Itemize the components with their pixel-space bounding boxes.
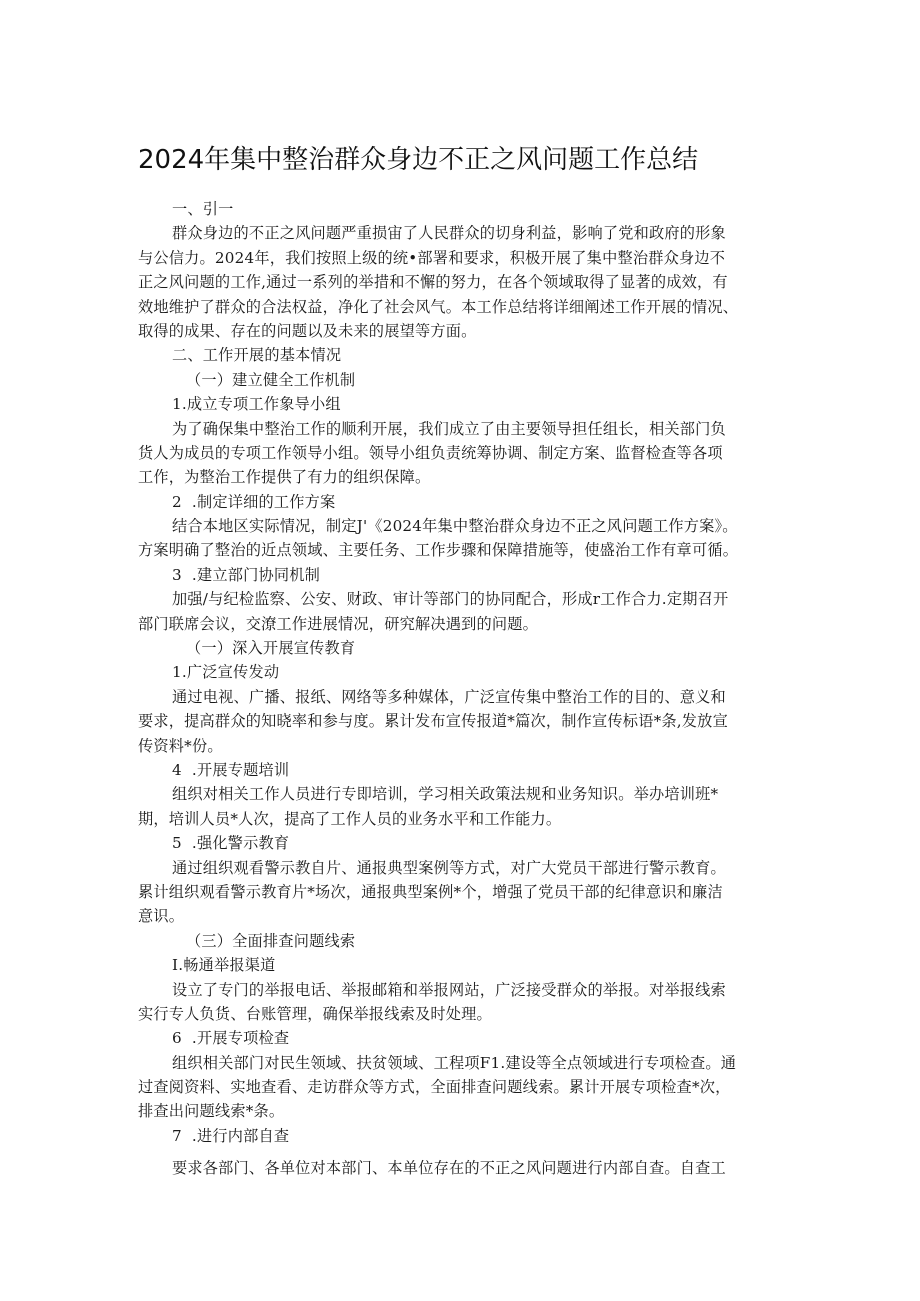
text-line: 1.成立专项工作象导小组: [172, 395, 341, 414]
text-line: 一、引一: [172, 200, 234, 218]
text-line: 4 .开展专题培训: [172, 760, 290, 779]
text-line: 设立了专门的举报电话、举报邮箱和举报网站，广泛接受群众的举报。对举报线索: [172, 980, 726, 999]
text-line: 7 .进行内部自查: [172, 1126, 290, 1145]
text-line: I.畅通举报渠道: [172, 956, 276, 975]
text-line: 通过组织观看警示教自片、通报典型案例等方式，对广大党员干部进行警示教育。: [172, 858, 726, 877]
text-line: 效地维护了群众的合法权益，净化了社会风气。本工作总结将详细阐述工作开展的情况、: [138, 297, 739, 316]
text-line: （三）全面排查问题线索: [186, 931, 356, 950]
text-line: 取得的成果、存在的问题以及未来的展望等方面。: [138, 321, 477, 340]
text-line: （一）建立健全工作机制: [186, 370, 356, 389]
text-line: 过查阅资料、实地查看、走访群众等方式，全面排查问题线索。累计开展专项检查*次，: [138, 1078, 731, 1097]
text-line: 1.广泛宣传发动: [172, 663, 280, 682]
text-line: （一）深入开展宣传教育: [186, 639, 356, 658]
text-line: 排查出问题线索*条。: [138, 1102, 285, 1121]
text-line: 货人为成员的专项工作领导小组。领导小组负责统筹协调、制定方案、监督检查等各项: [138, 443, 723, 462]
text-line: 要求各部门、各单位对本部门、本单位存在的不正之风问题进行内部自查。自查工: [172, 1159, 726, 1178]
document-title: 2024年集中整治群众身边不正之风问题工作总结: [138, 145, 699, 175]
text-line: 累计组织观看警示教育片*场次，通报典型案例*个，增强了党员干部的纪律意识和廉洁: [138, 882, 723, 901]
text-line: 传资料*份。: [138, 736, 223, 755]
text-line: 意识。: [138, 907, 185, 926]
text-line: 正之风问题的工作,通过一系列的举措和不懈的努力，在各个领域取得了显著的成效，有: [138, 273, 728, 292]
document-body: [138, 197, 788, 1181]
text-line: 为了确保集中整治工作的顺利开展，我们成立了由主要领导担任组长，相关部门负: [172, 419, 726, 438]
text-line: 5 .强化警示教育: [172, 834, 290, 853]
text-line: 3 .建立部门协同机制: [172, 565, 321, 584]
text-line: 2 .制定详细的工作方案: [172, 492, 336, 511]
text-line: 实行专人负货、台账管理，确保举报线索及时处理。: [138, 1004, 492, 1023]
text-line: 结合本地区实际情况，制定J'《2024年集中整治群众身边不正之风问题工作方案》。: [172, 517, 738, 536]
text-line: 加强/与纪检监察、公安、财政、审计等部门的协同配合，形成r工作合力.定期召开: [172, 590, 729, 609]
text-line: 通过电视、广播、报纸、网络等多种媒体，广泛宣传集中整治工作的目的、意义和: [172, 687, 726, 706]
text-line: 组织相关部门对民生领域、扶贫领域、工程项F1.建设等全点领域进行专项检查。通: [172, 1053, 737, 1072]
text-line: 要求，提高群众的知晓率和参与度。累计发布宣传报道*篇次，制作宣传标语*条,发放宣: [138, 712, 728, 731]
text-line: 与公信力。2024年，我们按照上级的统•部署和要求，积极开展了集中整治群众身边不: [138, 248, 726, 267]
text-line: 方案明确了整治的近点领域、主要任务、工作步骤和保障措施等，使盛治工作有章可循。: [138, 541, 739, 560]
text-line: 部门联席会议，交潦工作进展情况，研究解决遇到的问题。: [138, 614, 539, 633]
text-line: 6 .开展专项检查: [172, 1029, 290, 1048]
text-line: 群众身边的不正之风问题严重损宙了人民群众的切身利益，影响了党和政府的形象: [172, 224, 726, 243]
text-line: 期，培训人员*人次，提高了工作人员的业务水平和工作能力。: [138, 809, 562, 828]
text-line: 二、工作开展的基本情况: [172, 346, 342, 365]
text-line: 工作，为整治工作提供了有力的组织保障。: [138, 468, 431, 487]
text-line: 组织对相关工作人员进行专即培训，学习相关政策法规和业务知识。举办培训班*: [172, 785, 719, 804]
